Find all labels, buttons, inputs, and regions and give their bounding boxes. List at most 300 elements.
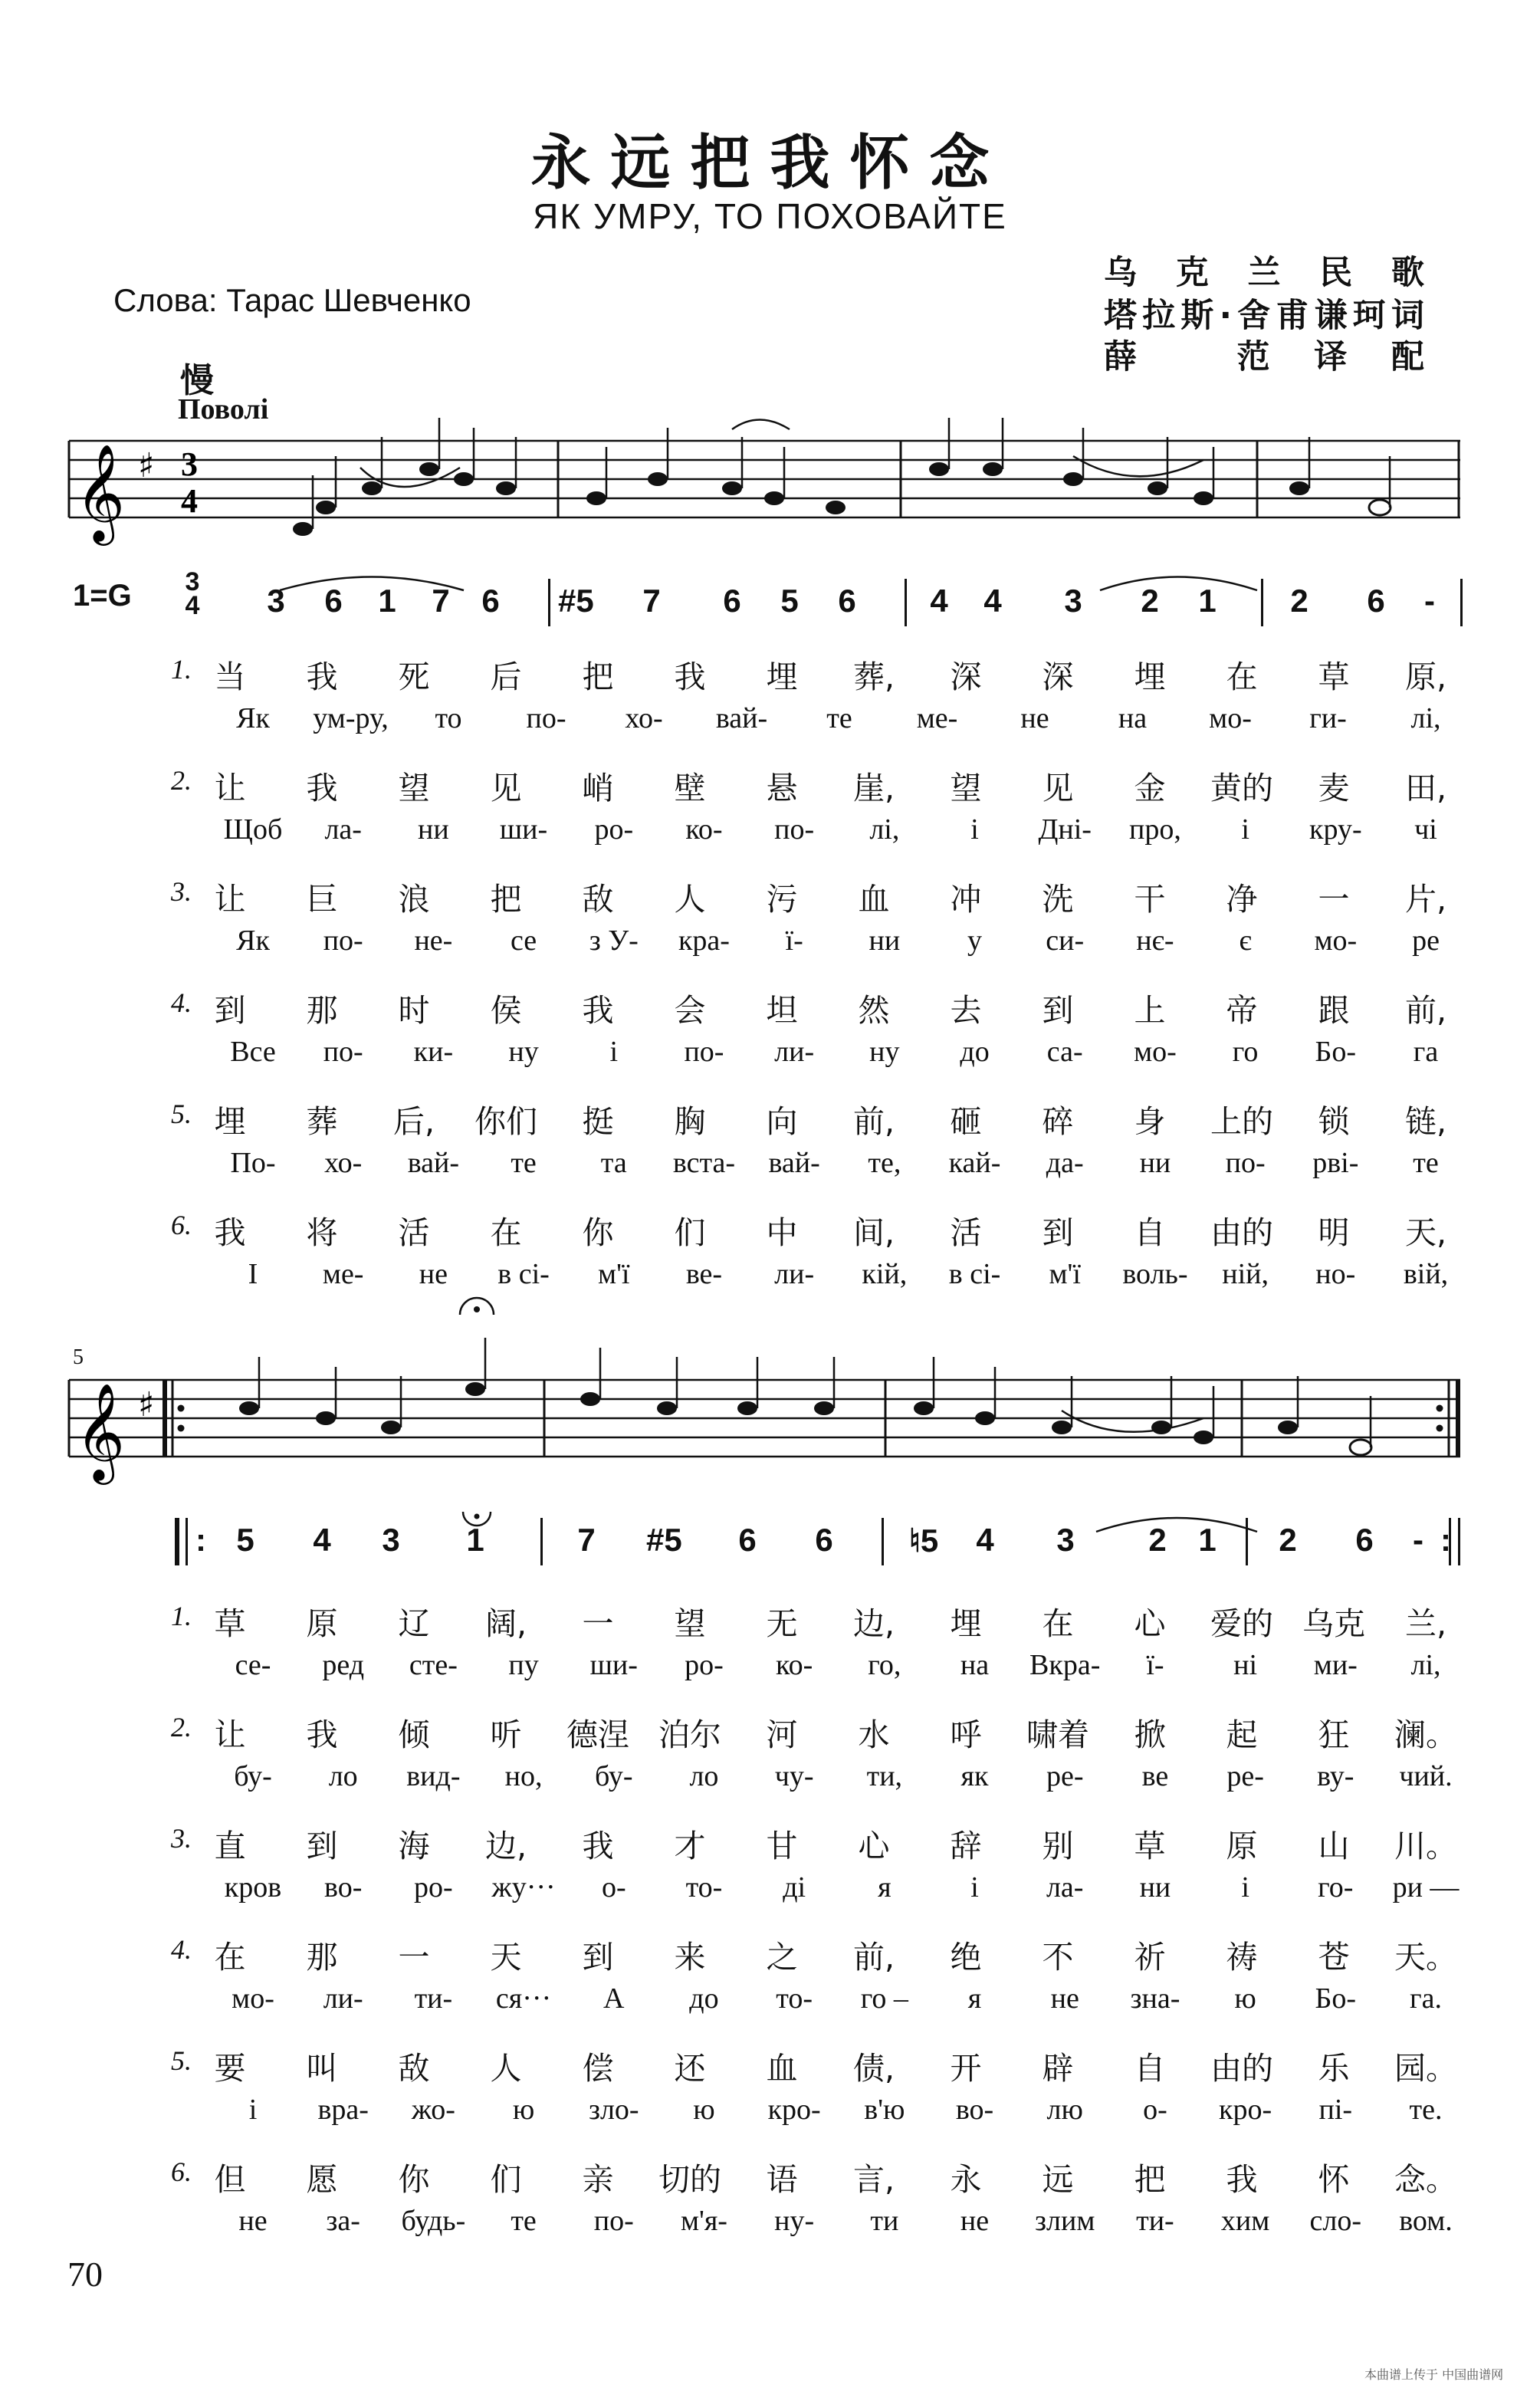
verse-chinese-word: 敌 [398,2050,430,2087]
verse-ukrainian-word: вом. [1399,2205,1453,2237]
verse-number: 6. [171,2156,192,2187]
verse-chinese-word: 挺 [582,1103,614,1140]
verse-chinese-word: 血 [858,881,890,918]
verse-chinese-word: 崖, [852,770,895,806]
verse-chinese-word: 然 [858,992,890,1029]
verse-ukrainian-word: ю [512,2094,535,2126]
verse-ukrainian-word: до [960,1036,990,1068]
verse-chinese-word: 心 [858,1828,890,1864]
verse-chinese-word: 在 [1226,659,1258,695]
verse-chinese-word: 将 [306,1214,338,1251]
verse-ukrainian-word: бу- [234,1760,272,1792]
verse-ukrainian-word: ве- [685,1258,723,1290]
verse-ukrainian-word: зло- [588,2094,639,2126]
verse-ukrainian-word: го, [868,1649,901,1681]
verse-chinese-word: 啸着 [1026,1716,1089,1753]
jianpu-note: 1 [466,1522,484,1558]
verse-ukrainian-word: є [1239,925,1252,957]
verse-chinese-word: 时 [398,992,430,1029]
jianpu-barline [1246,1518,1248,1565]
verse-chinese-word: 我 [1226,2161,1258,2198]
verse-chinese-word: 让 [214,1716,246,1753]
treble-clef-icon: 𝄞 [75,443,126,541]
verse-ukrainian-word: га. [1410,1982,1442,2015]
verse-chinese-word: 原 [1226,1828,1258,1864]
verse-chinese-word: 到 [306,1828,338,1864]
verse-ukrainian-word: Дні- [1038,813,1092,846]
verse-chinese-word: 辟 [1042,2050,1074,2087]
stems-row-2 [259,1298,1371,1447]
verse-chinese-word: 德涅 [566,1716,629,1753]
verse-ukrainian-word: ве [1141,1760,1169,1792]
verse-ukrainian-word: го – [860,1982,908,2015]
verse-ukrainian-word: мо- [1314,925,1358,957]
verse-ukrainian-word: по- [774,813,815,846]
jianpu-repeat-start [175,1518,179,1565]
verse-ukrainian-word: ни [869,925,901,957]
verse-ukrainian-word: ни [418,813,449,846]
slur-4 [1062,1411,1203,1432]
verse-ukrainian-word: м'я- [680,2205,727,2237]
verse-ukrainian-word: га [1413,1036,1439,1068]
jianpu-barline [1261,579,1263,626]
jianpu-note: ♮5 [908,1522,939,1559]
verse-chinese-word: 葬 [306,1103,338,1140]
verse-ukrainian-word: ю [693,2094,715,2126]
verse-ukrainian-word: ну- [774,2205,815,2237]
verse-ukrainian-word: вій, [1403,1258,1449,1290]
verse-ukrainian-word: на [960,1649,990,1681]
verse-chinese-word: 心 [1134,1605,1166,1642]
verse-ukrainian-word: ву- [1317,1760,1354,1792]
verse-ukrainian-word: пі- [1318,2094,1353,2126]
verse-ukrainian-word: ре [1412,925,1440,957]
verse-ukrainian-word: ки- [413,1036,454,1068]
verse-chinese-word: 辽 [398,1605,430,1642]
verse-chinese-word: 呼 [950,1716,982,1753]
verse-chinese-word: 我 [306,770,338,806]
verse-chinese-word: 前, [1404,992,1447,1029]
verse-ukrainian-word: ли- [774,1258,815,1290]
jianpu-note: 1 [1198,583,1217,619]
verse-ukrainian-word: кра- [678,925,730,957]
verse-chinese-word: 海 [398,1828,430,1864]
verse-chinese-word: 巨 [306,881,338,918]
verse-chinese-word: 亲 [582,2161,614,2198]
verse-number: 1. [171,1601,192,1631]
verse-ukrainian-word: на [1118,702,1148,734]
verse-chinese-word: 我 [582,1828,614,1864]
verse-chinese-word: 坦 [766,992,798,1029]
jianpu-note: 6 [1355,1522,1374,1558]
verse-ukrainian-word: пу [508,1649,539,1681]
verse-chinese-word: 叫 [306,2050,338,2087]
verse-ukrainian-word: но, [504,1760,543,1792]
verse-chinese-word: 前, [852,1103,895,1140]
verse-number: 4. [171,987,192,1018]
verse-chinese-word: 自 [1134,2050,1166,2087]
jianpu-note: 4 [976,1522,994,1558]
jianpu-barline [882,1518,884,1565]
verse-ukrainian-word: в сі- [497,1258,550,1290]
verse-chinese-word: 原, [1404,659,1447,695]
verse-ukrainian-word: ю [1234,1982,1256,2015]
verse-ukrainian-word: те. [1409,2094,1443,2126]
verse-chinese-word: 金 [1134,770,1166,806]
verse-ukrainian-word: кай- [948,1147,1001,1179]
verse-ukrainian-word: ло [689,1760,719,1792]
jianpu-note: 3 [1064,583,1082,619]
verse-chinese-word: 锁 [1318,1103,1350,1140]
verse-chinese-word: 草 [1134,1828,1166,1864]
verse-chinese-word: 见 [1042,770,1074,806]
verse-chinese-word: 我 [214,1214,246,1251]
verse-chinese-word: 浪 [398,881,430,918]
jianpu-note: 6 [1367,583,1385,619]
verse-chinese-word: 在 [214,1939,246,1976]
verse-ukrainian-word: і [970,1871,979,1904]
treble-clef-icon: 𝄞 [75,1382,126,1480]
verse-chinese-word: 语 [766,2161,798,2198]
jianpu-note: 6 [723,583,741,619]
verse-chinese-word: 们 [674,1214,706,1251]
jianpu-note: 6 [838,583,856,619]
staff-time-top: 3 [181,445,198,483]
verse-chinese-word: 乌克 [1302,1605,1365,1642]
verse-chinese-word: 把 [1134,2161,1166,2198]
verse-ukrainian-word: вай- [407,1147,460,1179]
jianpu-slur-2 [1100,577,1257,591]
verse-ukrainian-word: ї- [1146,1649,1164,1681]
verse-chinese-word: 山 [1318,1828,1350,1864]
jianpu-barline [1460,579,1463,626]
verse-chinese-word: 田, [1404,770,1447,806]
verse-ukrainian-word: будь- [401,2205,466,2237]
verse-ukrainian-word: то- [685,1871,723,1904]
verse-chinese-word: 悬 [766,770,798,806]
verse-chinese-word: 辞 [950,1828,982,1864]
verse-ukrainian-word: ги- [1309,702,1347,734]
verse-chinese-word: 才 [674,1828,706,1864]
jianpu-note: 2 [1148,1522,1167,1558]
song-subtitle: ЯК УМРУ, ТО ПОХОВАЙТЕ [533,196,1007,236]
verse-ukrainian-word: за- [326,2205,360,2237]
verse-chinese-word: 直 [214,1828,246,1864]
verse-chinese-word: 链, [1404,1103,1447,1140]
verse-chinese-word: 后, [392,1103,435,1140]
origin-credit: 乌克兰民歌 [1104,254,1426,292]
footer-watermark: 本曲谱上传于 中国曲谱网 [1364,2367,1504,2382]
verse-number: 3. [171,1823,192,1854]
verse-ukrainian-word: мо- [1209,702,1252,734]
verse-ukrainian-word: то- [776,1982,813,2015]
verse-chinese-word: 偿 [582,2050,614,2087]
verse-chinese-word: 碎 [1042,1103,1074,1140]
verse-chinese-word: 到 [1042,1214,1074,1251]
verse-ukrainian-word: м'ї [1049,1258,1081,1290]
jianpu-note: 1 [1198,1522,1217,1558]
verse-ukrainian-word: ре- [1226,1760,1264,1792]
verse-chinese-word: 那 [306,992,338,1029]
verse-ukrainian-word: ти- [1136,2205,1174,2237]
jianpu-note: 6 [481,583,500,619]
verse-ukrainian-word: жо- [411,2094,455,2126]
slur-2 [732,420,790,430]
verse-chinese-word: 愿 [306,2161,338,2198]
verse-ukrainian-word: сло- [1309,2205,1362,2237]
jianpu-barline [1458,1518,1460,1565]
verse-ukrainian-word: ми- [1313,1649,1358,1681]
verse-ukrainian-word: в'ю [864,2094,905,2126]
verse-ukrainian-word: не- [414,925,453,957]
jianpu-note: 2 [1290,583,1309,619]
verse-ukrainian-word: се- [235,1649,271,1681]
verse-ukrainian-word: рві- [1312,1147,1359,1179]
verse-chinese-word: 天, [1404,1214,1447,1251]
sharp-icon: ♯ [138,446,155,485]
sharp-icon: ♯ [138,1385,155,1424]
verse-chinese-word: 边, [852,1605,895,1642]
verse-chinese-word: 天 [490,1939,522,1976]
verse-chinese-word: 泊尔 [658,1716,721,1753]
verse-chinese-word: 祈 [1134,1939,1166,1976]
verse-chinese-word: 埋 [766,659,798,695]
verse-chinese-word: 乐 [1318,2050,1350,2087]
verse-chinese-word: 起 [1226,1716,1258,1753]
verse-ukrainian-word: ме- [322,1258,364,1290]
jianpu-barline [540,1518,543,1565]
verse-chinese-word: 埋 [214,1103,246,1140]
jianpu-note: #5 [558,583,594,619]
verse-ukrainian-word: злим [1035,2205,1095,2237]
verse-ukrainian-word: ро- [685,1649,724,1681]
verse-ukrainian-word: кру- [1309,813,1362,846]
jianpu-note: #5 [646,1522,682,1558]
verse-chinese-word: 永 [950,2161,982,2198]
verse-chinese-word: 活 [950,1214,982,1251]
verse-chinese-word: 草 [1318,659,1350,695]
verse-chinese-word: 埋 [1134,659,1166,695]
jianpu-note: - [1413,1522,1423,1558]
verse-ukrainian-word: мо- [231,1982,274,2015]
verse-chinese-word: 把 [490,881,522,918]
verse-chinese-word: 在 [490,1214,522,1251]
staff-time-bottom: 4 [181,482,198,520]
verse-ukrainian-word: По- [230,1147,276,1179]
verse-ukrainian-word: го [1232,1036,1259,1068]
half-note-1 [1369,500,1391,515]
verse-ukrainian-word: я [878,1871,891,1904]
verse-chinese-word: 水 [858,1716,890,1753]
verse-ukrainian-word: як [960,1760,989,1792]
verse-ukrainian-word: ній, [1222,1258,1269,1290]
jianpu-slur-3 [1096,1518,1257,1532]
lyricist-credit: 塔拉斯·舍甫谦珂词 [1104,297,1426,335]
page-number: 70 [67,2255,103,2294]
verse-ukrainian-word: я [967,1982,982,2015]
verse-ukrainian-word: вра- [317,2094,369,2126]
verse-chinese-word: 干 [1134,881,1166,918]
verse-chinese-word: 一 [398,1939,430,1976]
verse-ukrainian-word: мо- [1134,1036,1177,1068]
verse-ukrainian-word: ти, [866,1760,903,1792]
verse-chinese-word: 在 [1042,1605,1074,1642]
verse-ukrainian-word: лі, [1410,1649,1441,1681]
verse-ukrainian-word: хим [1220,2205,1270,2237]
verse-chinese-word: 上 [1134,992,1166,1029]
verse-ukrainian-word: ла- [324,813,362,846]
verse-chinese-word: 帝 [1226,992,1258,1029]
verse-number: 3. [171,876,192,907]
verse-chinese-word: 园。 [1394,2050,1457,2087]
verse-chinese-word: 跟 [1318,992,1350,1029]
verse-chinese-word: 葬, [852,659,895,695]
verse-chinese-word: 当 [214,659,246,695]
verse-ukrainian-word: ні [1233,1649,1258,1681]
verse-chinese-word: 由的 [1210,1214,1273,1251]
verse-ukrainian-word: ко- [776,1649,813,1681]
verse-ukrainian-word: да- [1046,1147,1084,1179]
verse-ukrainian-word: те, [868,1147,901,1179]
verse-ukrainian-word: А [603,1982,625,2015]
verse-chinese-word: 你 [582,1214,614,1251]
verse-chinese-word: 污 [766,881,798,918]
verse-chinese-word: 黄的 [1210,770,1273,806]
verse-chinese-word: 人 [674,881,706,918]
jianpu-note: 2 [1279,1522,1297,1558]
verse-chinese-word: 阔, [484,1605,527,1642]
verse-chinese-word: 远 [1042,2161,1074,2198]
verse-chinese-word: 洗 [1042,881,1074,918]
verse-number: 5. [171,2045,192,2076]
verse-chinese-word: 掀 [1134,1716,1166,1753]
verse-number: 5. [171,1099,192,1129]
verse-ukrainian-word: лю [1046,2094,1083,2126]
verse-chinese-word: 冲 [950,881,982,918]
verse-ukrainian-word: ся··· [495,1982,552,2015]
words-credit: Слова: Тарас Шевченко [113,282,471,318]
verse-chinese-word: 让 [214,770,246,806]
verse-chinese-word: 间, [852,1214,895,1251]
verse-chinese-word: 峭 [582,770,614,806]
verse-chinese-word: 身 [1134,1103,1166,1140]
verse-chinese-word: 苍 [1318,1939,1350,1976]
verse-ukrainian-word: ли- [774,1036,815,1068]
song-title: 永远把我怀念 [530,129,1010,198]
verse-chinese-word: 把 [582,659,614,695]
verse-ukrainian-word: ро- [594,813,634,846]
verse-ukrainian-word: те [1413,1147,1439,1179]
verse-chinese-word: 会 [674,992,706,1029]
verse-ukrainian-word: по- [323,925,363,957]
verse-chinese-word: 侯 [490,992,522,1029]
verse-ukrainian-word: во- [955,2094,994,2126]
verse-chinese-word: 活 [398,1214,430,1251]
jianpu-note: 7 [642,583,661,619]
verse-ukrainian-word: та [600,1147,627,1179]
verse-ukrainian-word: о- [601,1871,626,1904]
verse-chinese-word: 爱的 [1210,1605,1273,1642]
verse-ukrainian-word: ла- [1046,1871,1084,1904]
verse-number: 4. [171,1934,192,1965]
verse-chinese-word: 你们 [474,1103,537,1140]
verse-ukrainian-word: нє- [1136,925,1174,957]
verse-ukrainian-word: си- [1046,925,1085,957]
jianpu-note: 1 [378,583,396,619]
verse-ukrainian-word: ли- [323,1982,363,2015]
verse-ukrainian-word: вид- [406,1760,461,1792]
measure-number: 5 [73,1345,84,1369]
verse-ukrainian-word: кро- [767,2094,821,2126]
verse-ukrainian-word: вай- [768,1147,820,1179]
verse-ukrainian-word: І [248,1258,258,1290]
verse-ukrainian-word: у [967,925,983,957]
verse-ukrainian-word: те [511,2205,537,2237]
verse-chinese-word: 明 [1318,1214,1350,1251]
verse-chinese-word: 净 [1226,881,1258,918]
jianpu-repeat-dots: : [195,1522,206,1558]
verse-chinese-word: 胸 [674,1103,706,1140]
verse-chinese-word: 深 [1042,659,1074,695]
translator-credit: 薛 范译配 [1104,338,1426,376]
verse-ukrainian-word: кій, [862,1258,908,1290]
verse-chinese-word: 我 [582,992,614,1029]
verse-chinese-word: 由的 [1210,2050,1273,2087]
verse-ukrainian-word: Щоб [223,813,283,846]
verse-chinese-word: 人 [490,2050,522,2087]
verse-ukrainian-word: о- [1143,2094,1167,2126]
verse-ukrainian-word: і [970,813,979,846]
verse-ukrainian-word: ро- [414,1871,453,1904]
verse-ukrainian-word: ум-ру, [313,702,389,734]
verse-ukrainian-word: но- [1315,1258,1356,1290]
verse-chinese-word: 但 [214,2161,246,2198]
verse-chinese-word: 望 [950,770,982,806]
verse-ukrainian-word: з У- [589,925,639,957]
verse-chinese-word: 砸 [950,1103,982,1140]
key-signature-label: 1=G [73,579,132,613]
verse-chinese-word: 去 [950,992,982,1029]
verse-chinese-word: 不 [1042,1939,1074,1976]
verse-ukrainian-word: і [1241,813,1249,846]
verse-ukrainian-word: ши- [499,813,548,846]
verse-chinese-word: 兰, [1404,1605,1447,1642]
jianpu-note: 6 [738,1522,757,1558]
verse-ukrainian-word: хо- [324,1147,363,1179]
verse-chinese-word: 狂 [1318,1716,1350,1753]
jianpu-note: 7 [432,583,450,619]
jianpu-note: 3 [382,1522,400,1558]
verse-ukrainian-word: ре- [1046,1760,1084,1792]
verse-chinese-word: 壁 [674,770,706,806]
verse-ukrainian-word: ну [508,1036,539,1068]
verse-chinese-word: 念。 [1394,2161,1457,2198]
verse-ukrainian-word: ред [322,1649,365,1681]
verse-ukrainian-word: ну [869,1036,900,1068]
verse-ukrainian-word: се [510,925,537,957]
verse-chinese-word: 让 [214,881,246,918]
verse-ukrainian-word: Як [236,702,270,734]
verse-ukrainian-word: ни [1139,1871,1171,1904]
verse-ukrainian-word: го- [1318,1871,1354,1904]
verse-chinese-word: 们 [490,2161,522,2198]
verse-ukrainian-word: Бо- [1315,1982,1357,2015]
verse-chinese-word: 前, [852,1939,895,1976]
jianpu-note: 4 [983,583,1002,619]
verse-chinese-word: 我 [306,1716,338,1753]
verse-chinese-word: 自 [1134,1214,1166,1251]
verse-chinese-word: 之 [766,1939,798,1976]
